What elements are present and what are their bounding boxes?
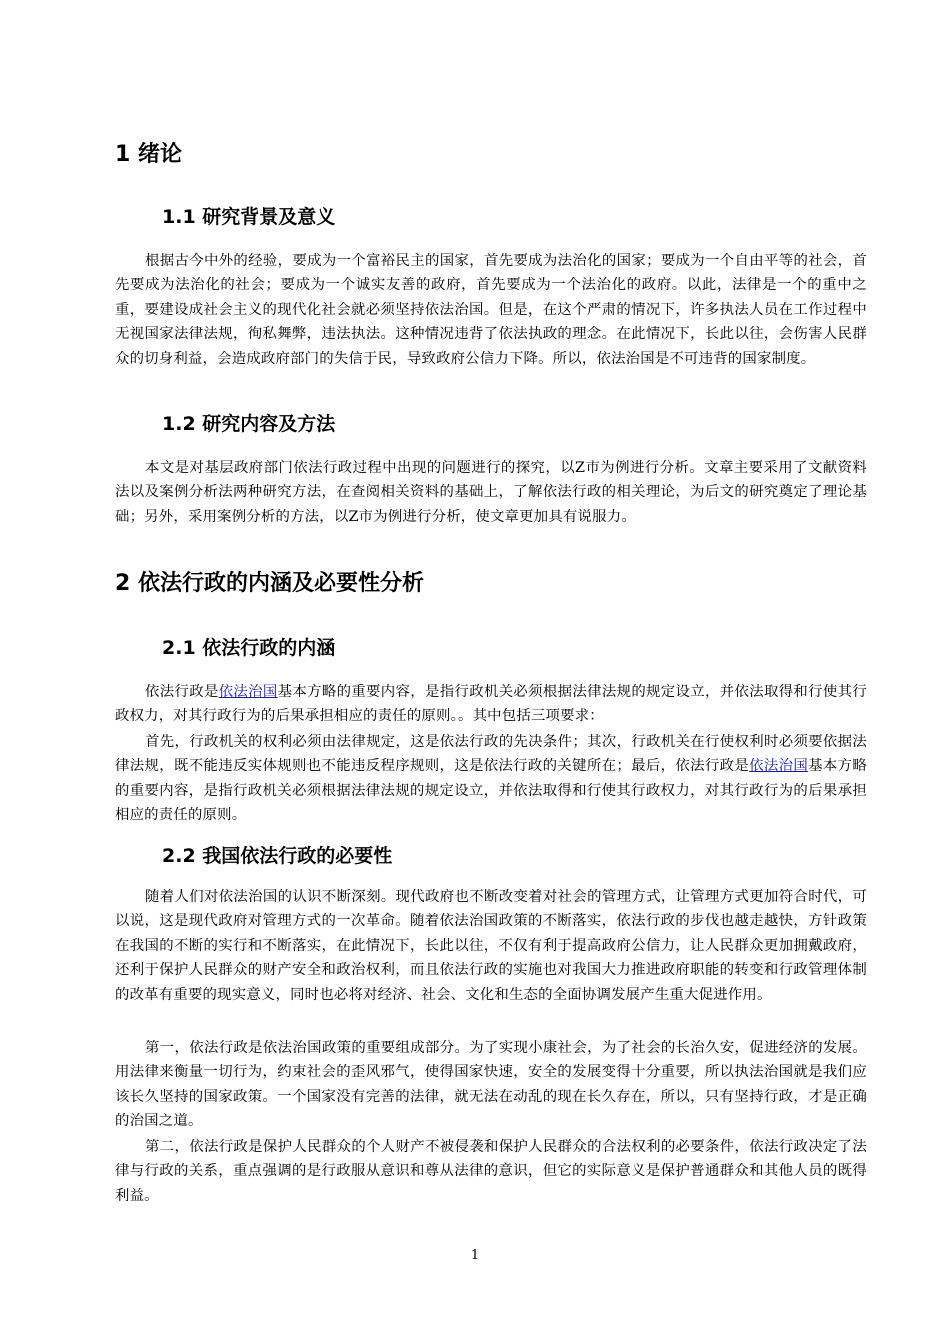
rule-of-law-link[interactable]: 依法治国 xyxy=(218,684,278,700)
section-1-1-paragraph-1: 根据古今中外的经验，要成为一个富裕民主的国家，首先要成为法治化的国家；要成为一个自由平等的社会，首先要成为法治化的社会；要成为一个诚实友善的政府，首先要成为一个法治化的政府。以此，法律是一个的重中之重，要建设成社会主义的现代化社会就必须坚持依法治国。但是，在这个严肃的情况下，许多执法人员在工作过程中无视国家法律法规，徇私舞弊，违法执法。这种情况违背了依法执政的理念。在此情况下，长此以往，会伤害人民群众的切身利益，会造成政府部门的失信于民，导致政府公信力下降。所以，依法治国是不可违背的国家制度。 xyxy=(115,253,867,367)
section-1-1-heading: 1.1 研究背景及意义 xyxy=(162,206,336,228)
section-1-2-heading: 1.2 研究内容及方法 xyxy=(162,413,336,435)
rule-of-law-link[interactable]: 依法治国 xyxy=(749,758,809,775)
section-2-heading: 2 依法行政的内涵及必要性分析 xyxy=(115,571,424,596)
section-2-1-paragraph-1 xyxy=(115,680,867,729)
paragraph-text: 基本方略的重要内容，是指行政机关必须根据法律法规的规定设立，并依法取得和行使其行政权力，对其行政行为的后果承担相应的责任的原则。。其中包括三项要求： xyxy=(115,684,867,725)
section-1-2-paragraph-1: 本文是对基层政府部门依法行政过程中出现的问题进行的探究，以Z市为例进行分析。文章主要采用了文献资料法以及案例分析法两种研究方法，在查阅相关资料的基础上，了解依法行政的相关理论，为后文的研究奠定了理论基础；另外，采用案例分析的方法，以Z市为例进行分析，使文章更加具有说服力。 xyxy=(115,460,867,525)
section-2-1-heading: 2.1 依法行政的内涵 xyxy=(162,637,336,659)
paragraph-text: 首先，行政机关的权利必须由法律规定，这是依法行政的先决条件；其次，行政机关在行使权利时必须要依据法律法规，既不能违反实体规则也不能违反程序规则，这是依法行政的关键所在；最后，依法行政是 xyxy=(115,734,867,775)
section-2-2-paragraph-2: 第一，依法行政是依法治国政策的重要组成部分。为了实现小康社会，为了社会的长治久安，促进经济的发展。用法律来衡量一切行为，约束社会的歪风邪气，使得国家快速，安全的发展变得十分重要，所以执法治国就是我们应该长久坚持的国家政策。一个国家没有完善的法律，就无法在动乱的现在长久存在，所以，只有坚持行政，才是正确的治国之道。 xyxy=(115,1040,867,1130)
paragraph-text: 依法行政是 xyxy=(145,684,219,700)
section-2-1-paragraph-2 xyxy=(115,730,867,828)
section-1-heading: 1 绪论 xyxy=(115,142,182,167)
section-2-2-heading: 2.2 我国依法行政的必要性 xyxy=(162,845,393,867)
page-number: 1 xyxy=(470,1248,480,1263)
section-2-2-paragraph-1: 随着人们对依法治国的认识不断深刻。现代政府也不断改变着对社会的管理方式，让管理方式更加符合时代，可以说，这是现代政府对管理方式的一次革命。随着依法治国政策的不断落实，依法行政的步伐也越走越快，方针政策在我国的不断的实行和不断落实，在此情况下，长此以往，不仅有利于提高政府公信力，让人民群众更加拥戴政府，还利于保护人民群众的财产安全和政治权利，而且依法行政的实施也对我国大力推进政府职能的转变和行政管理体制的改革有重要的现实意义，同时也必将对经济、社会、文化和生态的全面协调发展产生重大促进作用。 xyxy=(115,889,867,1003)
section-2-2-paragraph-3: 第二，依法行政是保护人民群众的个人财产不被侵袭和保护人民群众的合法权利的必要条件，依法行政决定了法律与行政的关系，重点强调的是行政服从意识和尊从法律的意识，但它的实际意义是保护普通群众和其他人员的既得利益。 xyxy=(115,1139,867,1204)
paragraph-text: 基本方略的重要内容，是指行政机关必须根据法律法规的规定设立，并依法取得和行使其行政权力，对其行政行为的后果承担相应的责任的原则。 xyxy=(115,758,867,824)
